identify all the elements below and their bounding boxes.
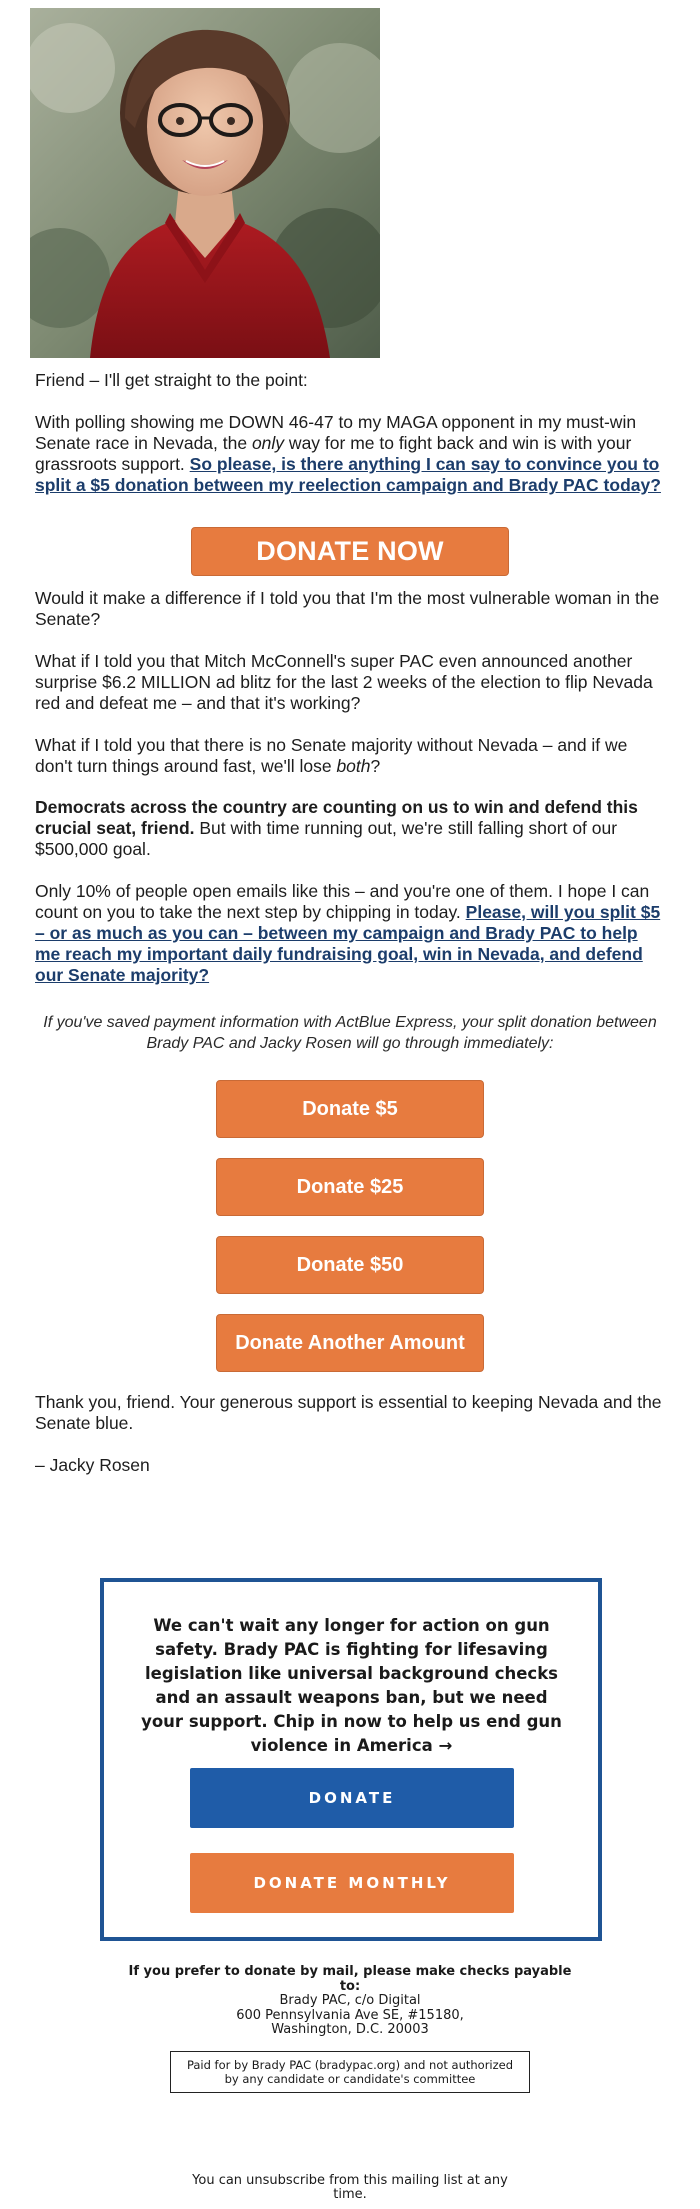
donate-25-button[interactable]: Donate $25 (216, 1158, 484, 1216)
closing-text: Thank you, friend. Your generous support is essential to keeping Nevada and the Senate blue. (35, 1392, 662, 1433)
greeting: Friend – I'll get straight to the point: (35, 370, 308, 390)
paid-for-disclaimer: Paid for by Brady PAC (bradypac.org) and not authorized by any candidate or candidate's committee (170, 2051, 530, 2093)
actblue-express-note: If you've saved payment information with ActBlue Express, your split donation between Brady PAC and Jacky Rosen will go through immediately: (43, 1014, 657, 1052)
signature: – Jacky Rosen (35, 1455, 150, 1475)
donate-50-button[interactable]: Donate $50 (216, 1236, 484, 1294)
mail-address-line-2: 600 Pennsylvania Ave SE, #15180, (236, 2007, 464, 2023)
brady-pac-callout (100, 1578, 602, 1941)
mail-address-line-3: Washington, D.C. 20003 (271, 2022, 429, 2037)
paragraph-super-pac: What if I told you that Mitch McConnell's super PAC even announced another surprise $6.2 MILLION ad blitz for the last 2 weeks of the election to flip Nevada red and defeat me – and that it's working? (35, 651, 653, 713)
mail-heading: If you prefer to donate by mail, please make checks payable to: (128, 1964, 572, 1994)
paragraph-vulnerable: Would it make a difference if I told you that I'm the most vulnerable woman in the Senate? (35, 588, 660, 629)
paragraph-senate-majority: What if I told you that there is no Senate majority without Nevada – and if we don't turn things around fast, we'll lose both? (35, 735, 628, 776)
split-donation-link[interactable]: So please, is there anything I can say to convince you to split a $5 donation between my reelection campaign and Brady PAC today? (35, 454, 661, 495)
mail-donation-info (120, 1965, 580, 2038)
paragraph-counting-on-us: Democrats across the country are counting on us to win and defend this crucial seat, friend. But with time running out, we're still falling short of our $500,000 goal. (35, 797, 638, 859)
mail-address-line-1: Brady PAC, c/o Digital (279, 1993, 421, 2008)
candidate-portrait (30, 8, 380, 358)
split-five-dollars-link[interactable]: Please, will you split $5 – or as much as you can – between my campaign and Brady PAC to help me reach my important daily fundraising goal, win in Nevada, and defend our Senate majority? (35, 902, 661, 985)
unsubscribe-notice: You can unsubscribe from this mailing list at any time. (192, 2173, 508, 2202)
brady-pac-message: We can't wait any longer for action on gun safety. Brady PAC is fighting for lifesaving legislation like universal background checks and an assault weapons ban, but we need your support. Chip in now to help us end gun violence in America → (141, 1616, 562, 1755)
donate-now-button[interactable]: DONATE NOW (191, 527, 509, 576)
paragraph-polling: With polling showing me DOWN 46-47 to my MAGA opponent in my must-win Senate race in Nevada, the only way for me to fight back and win is with your grassroots support. So please, is there anything I can say to convince you to split a $5 donation between my reelection campaign and Brady PAC today? (35, 412, 661, 495)
brady-donate-monthly-button[interactable]: DONATE MONTHLY (190, 1853, 514, 1913)
paragraph-ten-percent: Only 10% of people open emails like this – and you're one of them. I hope I can count on you to take the next step by chipping in today. Please, will you split $5 – or as much as you can – between my campaign and Brady PAC to help me reach my important daily fundraising goal, win in Nevada, and defend our Senate majority? (35, 881, 661, 985)
donate-5-button[interactable]: Donate $5 (216, 1080, 484, 1138)
brady-donate-button[interactable]: DONATE (190, 1768, 514, 1828)
donate-another-amount-button[interactable]: Donate Another Amount (216, 1314, 484, 1372)
